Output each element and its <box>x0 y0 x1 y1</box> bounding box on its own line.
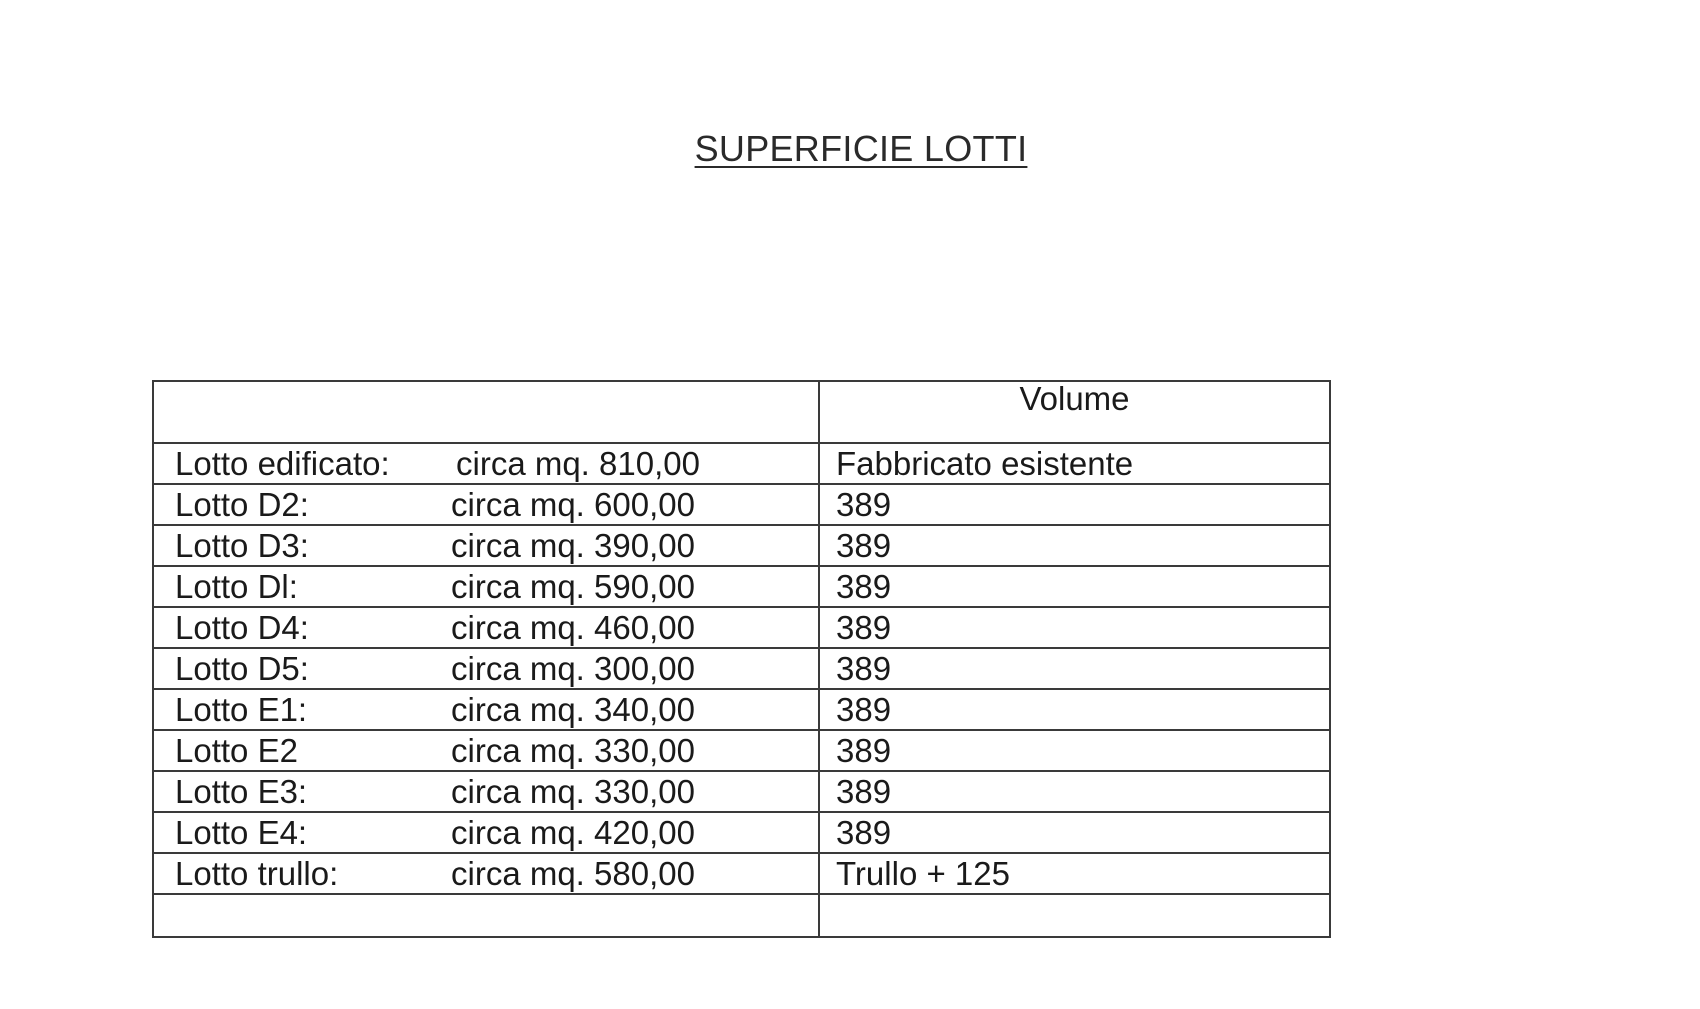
lot-area: circa mq. 300,00 <box>451 649 695 687</box>
lot-name: Lotto trullo: <box>175 854 339 892</box>
table-row <box>153 689 1330 730</box>
table-row <box>153 484 1330 525</box>
lot-name: Lotto E1: <box>175 690 308 728</box>
lot-area: circa mq. 390,00 <box>451 526 695 564</box>
table-row <box>153 443 1330 484</box>
lot-cell <box>153 484 819 525</box>
lot-volume: 389 <box>819 607 1330 648</box>
lot-name: Lotto D2: <box>175 485 309 523</box>
lot-volume: Trullo + 125 <box>819 853 1330 894</box>
table-row <box>153 525 1330 566</box>
empty-table-row <box>153 894 1330 937</box>
lot-cell <box>153 853 819 894</box>
table-row <box>153 730 1330 771</box>
lot-volume: 389 <box>819 484 1330 525</box>
lot-cell <box>153 648 819 689</box>
table-row <box>153 771 1330 812</box>
lot-volume: 389 <box>819 566 1330 607</box>
table-row <box>153 648 1330 689</box>
lot-area: circa mq. 590,00 <box>451 567 695 605</box>
lot-name: Lotto Dl: <box>175 567 298 605</box>
lot-cell <box>153 730 819 771</box>
lot-cell <box>153 566 819 607</box>
lot-area: circa mq. 330,00 <box>451 772 695 810</box>
lot-area: circa mq. 600,00 <box>451 485 695 523</box>
page-title: SUPERFICIE LOTTI <box>694 128 1028 169</box>
lot-name: Lotto E2 <box>175 731 298 769</box>
lot-cell <box>153 443 819 484</box>
lot-name: Lotto E3: <box>175 772 308 810</box>
lot-name: Lotto E4: <box>175 813 308 851</box>
header-cell-volume: Volume <box>819 381 1330 443</box>
header-cell-lot <box>153 381 819 443</box>
lot-name: Lotto D4: <box>175 608 309 646</box>
lot-cell <box>153 771 819 812</box>
lot-volume: Fabbricato esistente <box>819 443 1330 484</box>
table-row <box>153 812 1330 853</box>
lot-name: Lotto D3: <box>175 526 309 564</box>
lot-volume: 389 <box>819 648 1330 689</box>
empty-cell <box>819 894 1330 937</box>
lot-cell <box>153 607 819 648</box>
lot-volume: 389 <box>819 689 1330 730</box>
lot-area: circa mq. 580,00 <box>451 854 695 892</box>
table-row <box>153 853 1330 894</box>
table-header-row <box>153 381 1330 443</box>
lot-name: Lotto edificato: <box>175 444 390 482</box>
lot-volume: 389 <box>819 730 1330 771</box>
lot-area: circa mq. 420,00 <box>451 813 695 851</box>
lot-area: circa mq. 460,00 <box>451 608 695 646</box>
lot-volume: 389 <box>819 525 1330 566</box>
lots-table <box>152 380 1331 938</box>
lot-volume: 389 <box>819 771 1330 812</box>
lot-volume: 389 <box>819 812 1330 853</box>
lot-area: circa mq. 330,00 <box>451 731 695 769</box>
empty-cell <box>153 894 819 937</box>
lot-cell <box>153 812 819 853</box>
table-row <box>153 566 1330 607</box>
lot-cell <box>153 689 819 730</box>
lot-cell <box>153 525 819 566</box>
lot-area: circa mq. 340,00 <box>451 690 695 728</box>
lot-name: Lotto D5: <box>175 649 309 687</box>
table-row <box>153 607 1330 648</box>
lot-area: circa mq. 810,00 <box>456 444 700 482</box>
